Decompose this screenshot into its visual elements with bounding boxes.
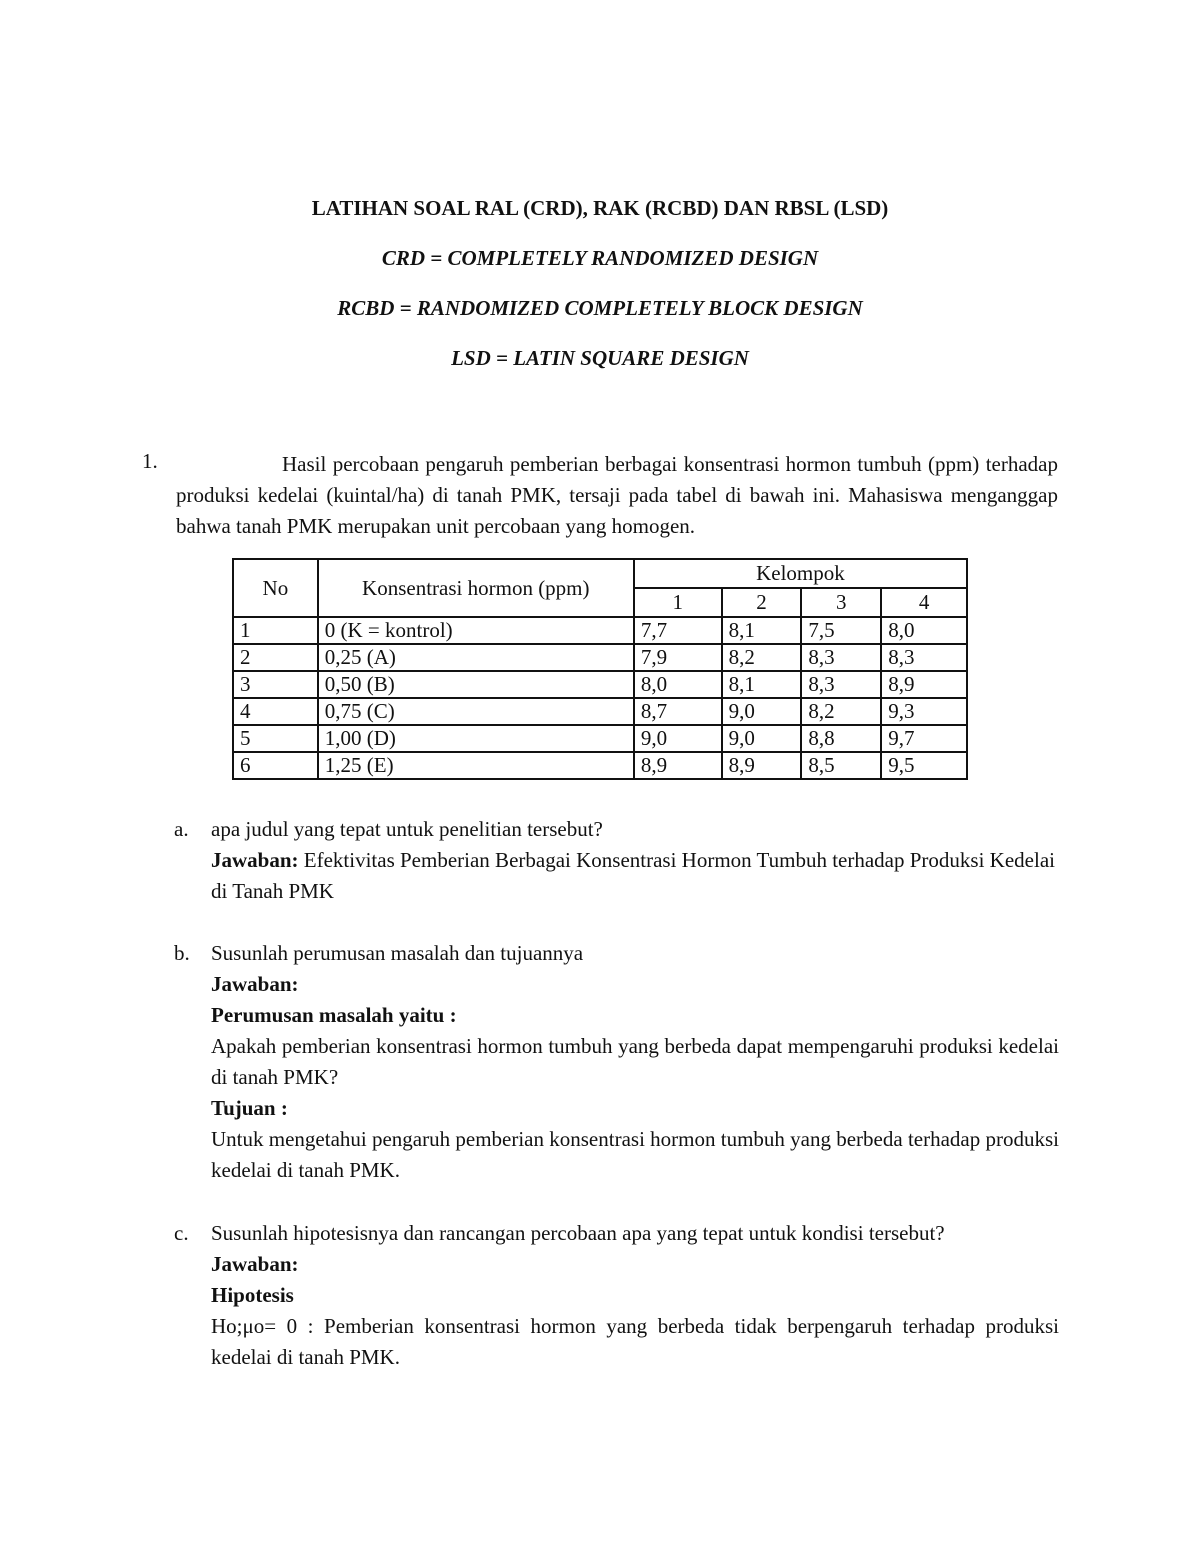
answer-label: Jawaban: xyxy=(211,972,299,996)
answer-label: Jawaban: xyxy=(211,1252,299,1276)
cell-value: 8,8 xyxy=(801,725,881,752)
cell-label: 1,00 (D) xyxy=(318,725,634,752)
question-number: 1. xyxy=(142,449,158,473)
table-header-row xyxy=(233,559,967,588)
rumusan-text: Apakah pemberian konsentrasi hormon tumbuh yang berbeda dapat mempengaruhi produksi kedelai di tanah PMK? xyxy=(211,1034,1059,1089)
question-text: Hasil percobaan pengaruh pemberian berbagai konsentrasi hormon tumbuh (ppm) terhadap produksi kedelai (kuintal/ha) di tanah PMK, tersaji pada tabel di bawah ini. Mahasiswa menganggap bahwa tanah PMK merupakan unit percobaan yang homogen. xyxy=(176,452,1058,538)
cell-value: 8,2 xyxy=(801,698,881,725)
table-row xyxy=(233,644,967,671)
question-c-text: Susunlah hipotesisnya dan rancangan percobaan apa yang tepat untuk kondisi tersebut? xyxy=(211,1221,945,1245)
cell-value: 8,0 xyxy=(634,671,722,698)
table-row xyxy=(233,698,967,725)
table-row xyxy=(233,671,967,698)
question-a-text: apa judul yang tepat untuk penelitian tersebut? xyxy=(211,817,603,841)
table-row xyxy=(233,752,967,779)
cell-value: 7,7 xyxy=(634,617,722,644)
cell-no: 4 xyxy=(233,698,318,725)
cell-no: 5 xyxy=(233,725,318,752)
cell-value: 8,1 xyxy=(722,671,802,698)
cell-value: 8,7 xyxy=(634,698,722,725)
cell-value: 8,9 xyxy=(881,671,967,698)
cell-value: 7,9 xyxy=(634,644,722,671)
cell-label: 0 (K = kontrol) xyxy=(318,617,634,644)
question-c-label: c. xyxy=(174,1221,189,1245)
lsd-definition: LSD = LATIN SQUARE DESIGN xyxy=(451,346,749,370)
cell-no: 3 xyxy=(233,671,318,698)
cell-value: 8,3 xyxy=(801,644,881,671)
cell-label: 0,75 (C) xyxy=(318,698,634,725)
header-group: 4 xyxy=(881,588,967,617)
cell-label: 1,25 (E) xyxy=(318,752,634,779)
cell-value: 8,3 xyxy=(881,644,967,671)
answer-text: Efektivitas Pemberian Berbagai Konsentrasi Hormon Tumbuh terhadap Produksi Kedelai di Tanah PMK xyxy=(211,848,1055,903)
cell-value: 8,5 xyxy=(801,752,881,779)
table-row xyxy=(233,725,967,752)
header-no: No xyxy=(233,559,318,617)
header-group: 3 xyxy=(801,588,881,617)
header-konsentrasi: Konsentrasi hormon (ppm) xyxy=(318,559,634,617)
rcbd-definition: RCBD = RANDOMIZED COMPLETELY BLOCK DESIGN xyxy=(337,296,863,320)
cell-value: 9,7 xyxy=(881,725,967,752)
cell-value: 8,0 xyxy=(881,617,967,644)
header-group: 2 xyxy=(722,588,802,617)
tujuan-label: Tujuan : xyxy=(211,1096,288,1120)
cell-value: 8,3 xyxy=(801,671,881,698)
answer-label: Jawaban: xyxy=(211,848,299,872)
data-table xyxy=(232,558,968,780)
cell-value: 7,5 xyxy=(801,617,881,644)
crd-definition: CRD = COMPLETELY RANDOMIZED DESIGN xyxy=(381,246,819,270)
cell-value: 9,0 xyxy=(722,698,802,725)
question-b-label: b. xyxy=(174,941,190,965)
cell-no: 1 xyxy=(233,617,318,644)
hipotesis-label: Hipotesis xyxy=(211,1283,294,1307)
cell-value: 9,5 xyxy=(881,752,967,779)
table-row xyxy=(233,617,967,644)
cell-no: 6 xyxy=(233,752,318,779)
cell-value: 9,0 xyxy=(634,725,722,752)
question-a-label: a. xyxy=(174,817,189,841)
cell-value: 9,0 xyxy=(722,725,802,752)
header-kelompok: Kelompok xyxy=(634,559,967,588)
cell-value: 8,2 xyxy=(722,644,802,671)
cell-value: 8,9 xyxy=(634,752,722,779)
hipotesis-h0: Ho;μo= 0 : Pemberian konsentrasi hormon yang berbeda tidak berpengaruh terhadap produksi kedelai di tanah PMK. xyxy=(211,1314,1059,1369)
cell-label: 0,50 (B) xyxy=(318,671,634,698)
document-title: LATIHAN SOAL RAL (CRD), RAK (RCBD) DAN RBSL (LSD) xyxy=(311,196,889,220)
cell-value: 8,9 xyxy=(722,752,802,779)
tujuan-text: Untuk mengetahui pengaruh pemberian konsentrasi hormon tumbuh yang berbeda terhadap produksi kedelai di tanah PMK. xyxy=(211,1127,1059,1182)
cell-value: 8,1 xyxy=(722,617,802,644)
header-group: 1 xyxy=(634,588,722,617)
cell-no: 2 xyxy=(233,644,318,671)
cell-label: 0,25 (A) xyxy=(318,644,634,671)
cell-value: 9,3 xyxy=(881,698,967,725)
rumusan-label: Perumusan masalah yaitu : xyxy=(211,1003,457,1027)
question-b-text: Susunlah perumusan masalah dan tujuannya xyxy=(211,941,584,965)
question-a-answer xyxy=(211,845,1059,907)
